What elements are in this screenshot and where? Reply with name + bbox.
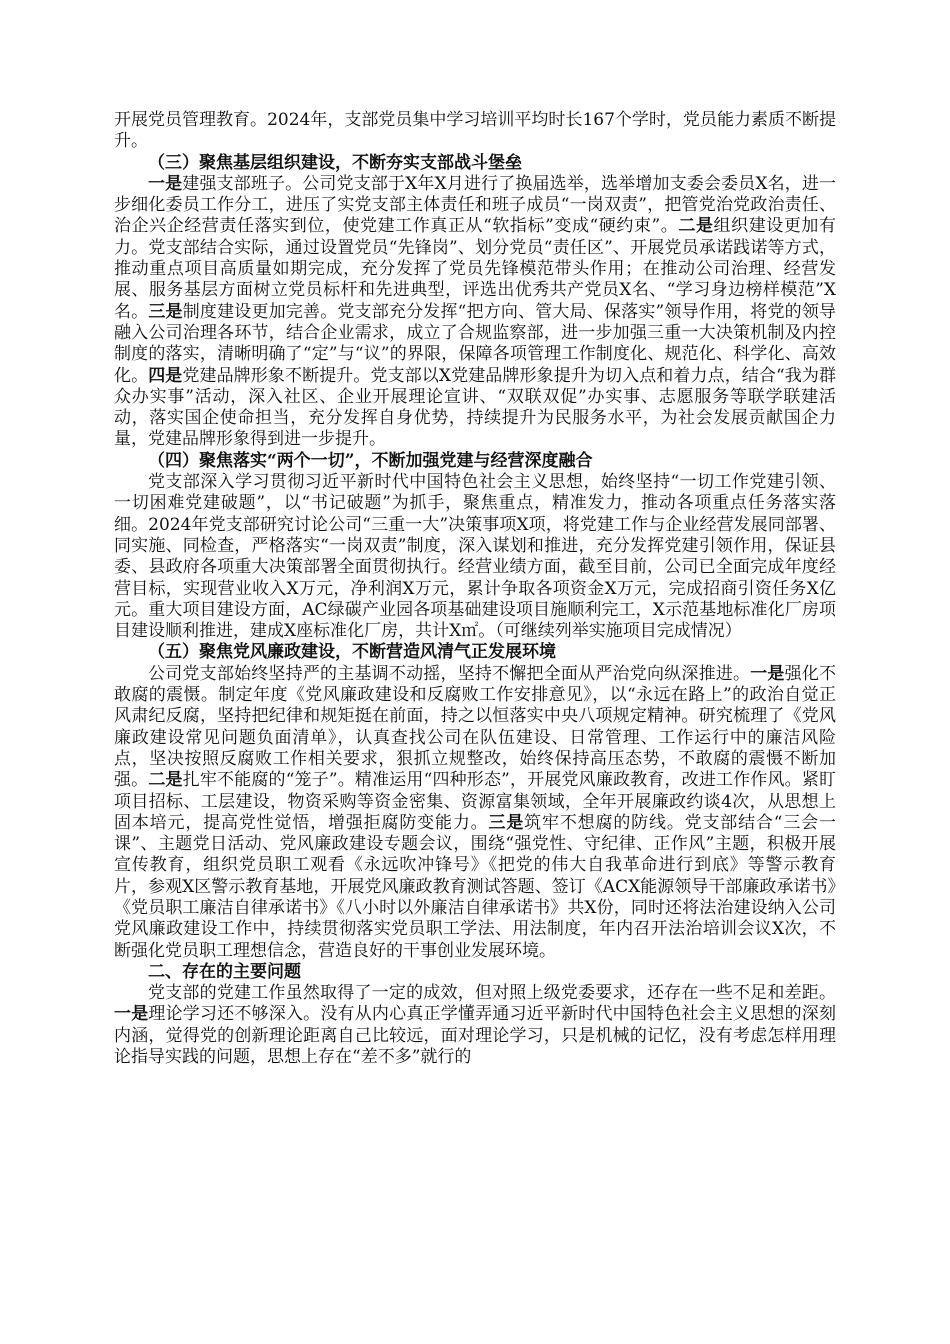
paragraph-text: 党支部的党建工作虽然取得了一定的成效，但对照上级党委要求，还存在一些不足和差距。 [148, 983, 836, 1004]
bold-lead-text: 一是 [114, 1004, 149, 1025]
paragraph-text: 制度建设更加完善。党支部充分发挥“把方向、管大局、保落实”领导作用，将党的领导融入公司治理各环节，结合企业需求，成立了合规监察部，进一步加强三重一大决策机制及内控制度的落实，清晰明确了“定”与“议”的界限，保障各项管理工作制度化、规范化、科学化、高效化。 [114, 301, 837, 386]
paragraph-text: 强化不敢腐的震慑。制定年度《党风廉政建设和反腐败工作安排意见》，以“永远在路上”的政治自觉正风肃纪反腐，坚持把纪律和规矩挺在前面，持之以恒落实中央八项规定精神。研究梳理了《党风廉政建设常见问题负面清单》，认真查找公司在队伍建设、日常管理、工作运行中的廉洁风险点，坚决按照反腐败工作相关要求，狠抓立规整改，始终保持高压态势，不敢腐的震慑不断加强。 [114, 663, 837, 791]
bold-lead-text: 二是 [148, 770, 183, 791]
bold-lead-text: 三是 [488, 812, 525, 833]
section-heading [114, 451, 836, 472]
document-page [114, 110, 836, 1068]
paragraph-text: 建强支部班子。公司党支部于X年X月进行了换届选举，选举增加支委会委员X名，进一步细化委员工作分工，进压了实党支部主体责任和班子成员“一岗双责”，把管党治党政治责任、治企兴企经营责任落实到位，使党建工作真正从“软指标”变成“硬约束”。 [114, 173, 837, 237]
bold-lead-text: （三）聚焦基层组织建设，不断夯实支部战斗堡垒 [148, 152, 522, 173]
bold-lead-text: 一是 [750, 663, 785, 684]
paragraph-text: 扎牢不能腐的“笼子”。精准运用“四种形态”，开展党风廉政教育，改进工作作风。紧盯项目招标、工层建设，物资采购等资金密集、资源富集领域，全年开展廉政约谈4次，从思想上固本培元，提高党性觉悟，增强拒腐防变能力。 [114, 770, 837, 833]
body-paragraph [114, 110, 836, 153]
paragraph-text: 开展党员管理教育。2024年，支部党员集中学习培训平均时长167个学时，党员能力素质不断提升。 [114, 110, 836, 152]
bold-lead-text: （四）聚焦落实“两个一切”，不断加强党建与经营深度融合 [148, 450, 593, 471]
body-paragraph [114, 983, 836, 1068]
section-heading [114, 642, 836, 663]
paragraph-text: 党建品牌形象不断提升。党支部以X党建品牌形象提升为切入点和着力点，结合“我为群众办实事”活动，深入社区、企业开展理论宣讲、“双联双促”办实事、志愿服务等联学联建活动，落实国企使命担当，充分发挥自身优势，持续提升为民服务水平，为社会发展贡献国企力量，党建品牌形象得到进一步提升。 [114, 365, 837, 450]
paragraph-text: 党支部深入学习贯彻习近平新时代中国特色社会主义思想，始终坚持“一切工作党建引领、一切困难党建破题”，以“书记破题”为抓手，聚焦重点，精准发力，推动各项重点任务落实落细。2024年党支部研究讨论公司“三重一大”决策事项X项，将党建工作与企业经营发展同部署、同实施、同检查，严格落实“一岗双责”制度，深入谋划和推进，充分发挥党建引领作用，保证县委、县政府各项重大决策部署全面贯彻执行。经营业绩方面，截至目前，公司已全面完成年度经营目标，实现营业收入X万元，净利润X万元，累计争取各项资金X万元，完成招商引资任务X亿元。重大项目建设方面，AC绿碳产业园各项基础建设项目施顺利完工，X示范基地标准化厂房项目建设顺利推进，建成X座标准化厂房，共计X㎡。（可继续列举实施项目完成情况） [114, 472, 836, 642]
bold-lead-text: （五）聚焦党风廉政建设，不断营造风清气正发展环境 [148, 642, 556, 663]
body-paragraph [114, 472, 836, 642]
section-heading [114, 962, 836, 983]
body-paragraph [114, 174, 836, 451]
bold-lead-text: 一是 [148, 173, 183, 194]
paragraph-text: 理论学习还不够深入。没有从内心真正学懂弄通习近平新时代中国特色社会主义思想的深刻内涵，觉得党的创新理论距离自己比较远，面对理论学习，只是机械的记忆，没有考虑怎样用理论指导实践的问题，思想上存在“差不多”就行的 [114, 1004, 836, 1068]
bold-lead-text: 三是 [148, 301, 183, 322]
body-paragraph [114, 664, 836, 962]
paragraph-text: 组织建设更加有力。党支部结合实际，通过设置党员“先锋岗”、划分党员“责任区”、开展党员承诺践诺等方式，推动重点项目高质量如期完成，充分发挥了党员先锋模范带头作用；在推动公司治理、经营发展、服务基层方面树立党员标杆和先进典型，评选出优秀共产党员X名、“学习身边榜样模范”X名。 [114, 216, 837, 322]
paragraph-text: 筑牢不想腐的防线。党支部结合“三会一课”、主题党日活动、党风廉政建设专题会议，围绕“强党性、守纪律、正作风”主题，积极开展宣传教育，组织党员职工观看《永远吹冲锋号》《把党的伟大自我革命进行到底》等警示教育片，参观X区警示教育基地，开展党风廉政教育测试答题、签订《ACX能源领导干部廉政承诺书》《党员职工廉洁自律承诺书》《八小时以外廉洁自律承诺书》共X份，同时还将法治建设纳入公司党风廉政建设工作中，持续贯彻落实党员职工学法、用法制度，年内召开法治培训会议X次，不断强化党员职工理想信念，营造良好的干事创业发展环境。 [114, 812, 836, 961]
section-heading [114, 153, 836, 174]
bold-lead-text: 二、存在的主要问题 [148, 961, 301, 982]
bold-lead-text: 四是 [148, 365, 183, 386]
paragraph-text: 公司党支部始终坚持严的主基调不动摇，坚持不懈把全面从严治党向纵深推进。 [148, 663, 751, 684]
bold-lead-text: 二是 [678, 216, 714, 237]
